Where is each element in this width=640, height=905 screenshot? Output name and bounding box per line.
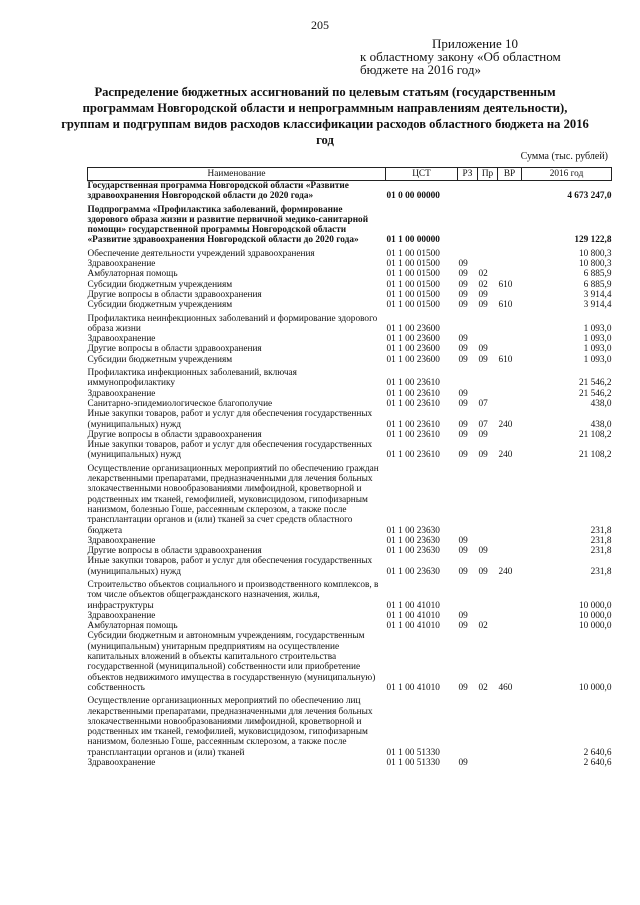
cell-rz: 09 [458,429,468,440]
cell-pr: 09 [478,300,488,311]
cell-code: 01 1 00 23610 [386,398,440,409]
cell-name: Субсидии бюджетным учреждениям [87,279,233,290]
cell-rz [458,181,478,202]
table-row [88,181,612,202]
cell-code: 01 1 00 23600 [386,354,440,365]
cell-vr [498,259,522,269]
cell-amount: 231,8 [590,535,612,546]
cell-amount: 2 640,6 [583,747,612,758]
cell-code: 01 1 00 23610 [386,429,440,440]
cell-pr: 07 [478,419,488,430]
cell-pr [478,259,498,269]
cell-rz: 09 [458,388,468,399]
cell-name: Профилактика инфекционных заболеваний, включая иммунопрофилактику [87,368,297,389]
table-row [88,355,612,365]
cell-vr: 240 [498,566,513,577]
table-row [88,409,612,430]
cell-code: 01 1 00 23630 [386,566,440,577]
cell-code: 01 1 00 01500 [386,269,440,280]
cell-name: Амбулаторная помощь [87,621,178,632]
cell-name: Другие вопросы в области здравоохранения [87,546,262,557]
cell-rz: 09 [458,334,468,345]
cell-vr: 240 [498,450,513,461]
cell-pr: 07 [478,398,488,409]
cell-vr [498,611,522,621]
cell-rz: 09 [458,758,468,769]
cell-name: Государственная программа Новгородской области «Развитие здравоохранения Новгородской области до 2020 года» [87,181,349,202]
table-row [88,430,612,440]
table-row [88,440,612,461]
cell-vr [498,365,522,389]
table-row [88,693,612,758]
cell-rz [458,311,478,335]
header-amount: 2016 год [522,168,612,181]
cell-name: Здравоохранение [87,758,156,769]
cell-rz [458,202,478,246]
cell-rz: 09 [458,621,468,632]
cell-amount: 1 093,0 [583,354,612,365]
cell-pr: 09 [478,344,488,355]
cell-amount: 231,8 [590,525,612,536]
cell-rz: 09 [458,450,468,461]
cell-name: Здравоохранение [87,610,156,621]
cell-vr [498,246,522,259]
cell-pr: 02 [478,279,488,290]
cell-pr [478,311,498,335]
cell-pr [478,202,498,246]
cell-name: Профилактика неинфекционных заболеваний и формирование здорового образа жизни [87,313,378,334]
cell-code: 01 1 00 23630 [386,525,440,536]
cell-name: Подпрограмма «Профилактика заболеваний, формирование здорового образа жизни и развитие первичной медико-санитарной помощи» государственной программы Новгородской области «Развитие здравоохранения Новгородской области до 2020 года» [87,204,369,246]
header-vr: ВР [498,168,522,181]
cell-name: Субсидии бюджетным учреждениям [87,354,233,365]
cell-amount: 129 122,8 [574,235,612,246]
cell-rz: 09 [458,398,468,409]
cell-amount: 1 093,0 [583,334,612,345]
cell-pr [478,181,498,202]
table-row [88,202,612,246]
cell-code: 01 1 00 41010 [386,621,440,632]
cell-vr [498,430,522,440]
table-row [88,546,612,556]
cell-code: 01 1 00 23610 [386,388,440,399]
cell-vr [498,269,522,279]
cell-name: Здравоохранение [87,535,156,546]
cell-name: Осуществление организационных мероприятий по обеспечению граждан лекарственными препаратами, предназначенными для лечения больных злокачественными новообразованиями лимфоидной, кроветворной и родственных им тканей, гемофилией, муковисцидозом, гипофизарным нанизмом, болезнью Гоше, рассеянным склерозом, а также после трансплантации органов и (или) тканей за счет средств областного бюджета [87,463,379,536]
cell-amount: 6 885,9 [583,279,612,290]
cell-code: 01 1 00 01500 [386,248,440,259]
cell-vr [498,290,522,300]
table-row [88,334,612,344]
cell-rz [458,246,478,259]
cell-vr [498,389,522,399]
cell-amount: 21 108,2 [578,429,612,440]
table-row [88,758,612,768]
cell-name: Осуществление организационных мероприятий по обеспечению лиц лекарственными препаратами, предназначенными для лечения больных злокачественными новообразованиями лимфоидной, кроветворной и родственных им тканей, гемофилией, муковисцидозом, гипофизарным нанизмом, болезнью Гоше, рассеянным склерозом, а также после трансплантации органов и (или) тканей [87,696,373,758]
cell-name: Другие вопросы в области здравоохранения [87,429,262,440]
cell-amount: 3 914,4 [583,289,612,300]
cell-amount: 21 108,2 [578,450,612,461]
cell-code: 01 1 00 23600 [386,344,440,355]
cell-code: 01 1 00 23610 [386,450,440,461]
table-row [88,259,612,269]
cell-code: 01 1 00 23600 [386,334,440,345]
cell-rz: 09 [458,344,468,355]
cell-pr [478,389,498,399]
cell-vr: 610 [498,279,513,290]
table-row [88,621,612,631]
table-row [88,399,612,409]
cell-pr [478,365,498,389]
cell-rz [458,365,478,389]
table-row [88,344,612,354]
cell-name: Строительство объектов социального и производственного комплексов, в том числе объектов общегражданского назначения, жилья, инфраструктуры [87,579,379,611]
cell-pr [478,611,498,621]
table-row [88,389,612,399]
header-name: Наименование [88,168,386,181]
cell-pr: 09 [478,354,488,365]
cell-amount: 10 000,0 [578,610,612,621]
cell-vr [498,461,522,536]
cell-pr [478,758,498,768]
cell-rz: 09 [458,354,468,365]
cell-amount: 6 885,9 [583,269,612,280]
cell-amount: 2 640,6 [583,758,612,769]
cell-vr [498,181,522,202]
cell-code: 01 1 00 01500 [386,259,440,270]
cell-code: 01 0 00 00000 [386,191,440,202]
cell-rz: 09 [458,610,468,621]
cell-vr [498,693,522,758]
cell-amount: 438,0 [590,398,612,409]
cell-vr [498,202,522,246]
cell-code: 01 1 00 01500 [386,300,440,311]
cell-amount: 438,0 [590,419,612,430]
cell-code: 01 1 00 23610 [386,419,440,430]
units-caption: Сумма (тыс. рублей) [520,151,608,162]
cell-pr [478,577,498,611]
cell-vr [498,536,522,546]
table-row [88,365,612,389]
cell-code: 01 1 00 51330 [386,758,440,769]
table-row [88,280,612,290]
cell-vr: 460 [498,682,513,693]
cell-pr: 02 [478,682,488,693]
appendix-line-2: к областному закону «Об областном [360,49,561,64]
cell-name: Субсидии бюджетным учреждениям [87,300,233,311]
cell-vr [498,546,522,556]
cell-code: 01 1 00 23630 [386,546,440,557]
cell-rz: 09 [458,259,468,270]
table-row [88,290,612,300]
table-body [88,181,612,769]
cell-vr [498,758,522,768]
cell-code: 01 1 00 41010 [386,682,440,693]
cell-name: Другие вопросы в области здравоохранения [87,289,262,300]
cell-pr: 09 [478,429,488,440]
table-row [88,269,612,279]
cell-name: Санитарно-эпидемиологическое благополучие [87,398,273,409]
cell-rz [458,461,478,536]
cell-pr [478,246,498,259]
table-row [88,300,612,310]
cell-pr [478,461,498,536]
cell-pr [478,334,498,344]
cell-rz: 09 [458,546,468,557]
header-rz: РЗ [458,168,478,181]
cell-pr: 09 [478,450,488,461]
cell-amount: 10 800,3 [578,248,612,259]
table-row [88,311,612,335]
cell-amount: 1 093,0 [583,323,612,334]
cell-name: Иные закупки товаров, работ и услуг для обеспечения государственных (муниципальных) нужд [87,440,373,461]
cell-name: Другие вопросы в области здравоохранения [87,344,262,355]
cell-name: Субсидии бюджетным и автономным учреждениям, государственным (муниципальным) унитарным предприятиям на осуществление капитальных вложений в объекты капитального строительства государственной (муниципальной) собственности или приобретение объектов недвижимого имущества в государственную (муниципальную) собственность [87,631,376,693]
cell-amount: 4 673 247,0 [567,191,612,202]
table-header-row [88,168,612,181]
cell-pr: 02 [478,269,488,280]
table-row [88,577,612,611]
cell-vr: 610 [498,354,513,365]
table-row [88,461,612,536]
cell-code: 01 1 00 01500 [386,289,440,300]
cell-rz [458,577,478,611]
cell-name: Здравоохранение [87,388,156,399]
cell-code: 01 1 00 23600 [386,323,440,334]
cell-amount: 10 000,0 [578,682,612,693]
cell-pr: 02 [478,621,488,632]
cell-vr [498,311,522,335]
appendix-line-3: бюджете на 2016 год» [360,62,482,77]
cell-vr [498,399,522,409]
cell-rz: 09 [458,300,468,311]
cell-rz: 09 [458,566,468,577]
cell-vr: 240 [498,419,513,430]
cell-pr [478,536,498,546]
cell-pr: 09 [478,566,488,577]
header-code: ЦСТ [386,168,458,181]
cell-code: 01 1 00 01500 [386,279,440,290]
cell-amount: 21 546,2 [578,388,612,399]
cell-rz: 09 [458,289,468,300]
cell-rz: 09 [458,419,468,430]
header-pr: Пр [478,168,498,181]
table-row [88,246,612,259]
cell-pr: 09 [478,289,488,300]
cell-name: Здравоохранение [87,259,156,270]
cell-rz: 09 [458,682,468,693]
cell-pr [478,693,498,758]
cell-vr [498,621,522,631]
cell-vr: 610 [498,300,513,311]
cell-name: Амбулаторная помощь [87,269,178,280]
table-row [88,536,612,546]
cell-name: Иные закупки товаров, работ и услуг для обеспечения государственных (муниципальных) нужд [87,556,373,577]
cell-name: Иные закупки товаров, работ и услуг для обеспечения государственных (муниципальных) нужд [87,409,373,430]
cell-code: 01 1 00 23630 [386,535,440,546]
budget-table [87,167,612,768]
cell-code: 01 1 00 23610 [386,378,440,389]
cell-code: 01 1 00 00000 [386,235,440,246]
cell-amount: 10 000,0 [578,600,612,611]
cell-rz: 09 [458,535,468,546]
cell-rz [458,693,478,758]
cell-name: Обеспечение деятельности учреждений здравоохранения [87,248,315,259]
cell-vr [498,334,522,344]
appendix-line-1: Приложение 10 [432,36,519,51]
table-row [88,556,612,577]
page-number: 205 [311,18,329,32]
table-row [88,631,612,693]
appendix-header [360,37,600,76]
cell-vr [498,344,522,354]
cell-amount: 1 093,0 [583,344,612,355]
cell-vr [498,577,522,611]
cell-amount: 231,8 [590,546,612,557]
document-title: Распределение бюджетных ассигнований по целевым статьям (государственным программам Новгородской области и непрограммным направлениям деятельности), группам и подгруппам видов расходов классификации расходов областного бюджета на 2016 год [61,85,589,147]
table-row [88,611,612,621]
cell-pr: 09 [478,546,488,557]
cell-amount: 21 546,2 [578,378,612,389]
cell-rz: 09 [458,279,468,290]
cell-rz: 09 [458,269,468,280]
cell-amount: 10 800,3 [578,259,612,270]
cell-amount: 231,8 [590,566,612,577]
cell-code: 01 1 00 41010 [386,610,440,621]
cell-amount: 3 914,4 [583,300,612,311]
cell-code: 01 1 00 51330 [386,747,440,758]
cell-amount: 10 000,0 [578,621,612,632]
cell-code: 01 1 00 41010 [386,600,440,611]
cell-name: Здравоохранение [87,334,156,345]
